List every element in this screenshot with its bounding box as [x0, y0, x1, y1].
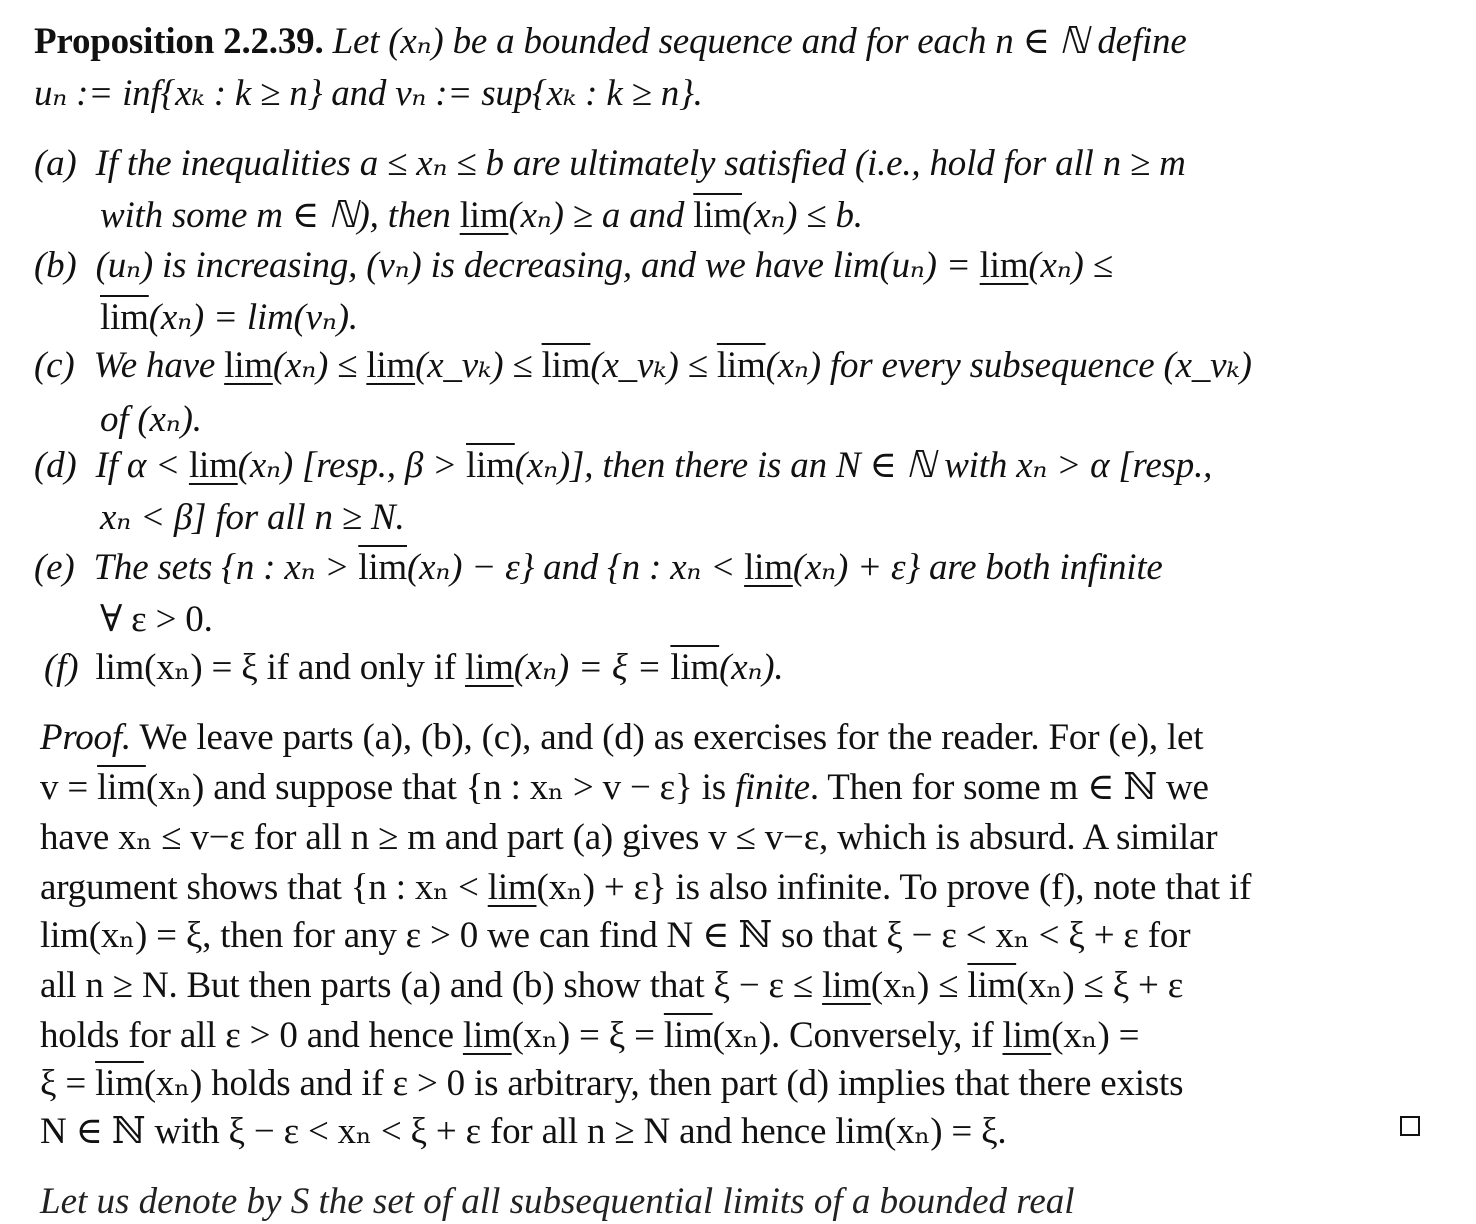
item-f-line-1: [44, 646, 783, 690]
proof-text-7d: (xₙ) =: [1051, 1015, 1140, 1056]
cutoff-text: Let us denote by S the set of all subsequential limits of a bounded real: [40, 1181, 1075, 1222]
proof-text-1: We leave parts (a), (b), (c), and (d) as exercises for the reader. For (e), let: [130, 717, 1204, 758]
liminf-proof-7b: lim: [1002, 1015, 1052, 1056]
proof-text-8a: ξ =: [40, 1063, 96, 1104]
limsup-c-2: $\overline{lim}$: [716, 345, 766, 386]
item-c-text-1c: (x_νₖ) ≤: [415, 345, 542, 386]
item-e-line-1: [34, 546, 1163, 590]
proof-text-4b: (xₙ) + ε} is also infinite. To prove (f), note that if: [536, 867, 1252, 908]
proof-line-8: [40, 1062, 1183, 1106]
qed-square-icon: [1400, 1116, 1420, 1136]
liminf-f: lim: [465, 647, 514, 688]
limsup-a: $\overline{lim}$: [693, 195, 742, 236]
proposition-line-1: [34, 20, 1187, 64]
item-a-line-2: [100, 194, 863, 238]
proof-text-6b: (xₙ) ≤: [870, 965, 968, 1006]
item-a-line-1: [34, 142, 1186, 186]
proof-text-7a: holds for all ε > 0 and hence: [40, 1015, 463, 1056]
item-b-line-1: [34, 244, 1113, 288]
item-c-text-1d: (x_νₖ) ≤: [590, 345, 717, 386]
proof-text-2c: . Then for some m ∈ ℕ we: [809, 767, 1209, 808]
liminf-c-1: lim: [224, 345, 273, 386]
limsup-proof-6: $\overline{lim}$: [967, 965, 1017, 1006]
proof-text-5: lim(xₙ) = ξ, then for any ε > 0 we can find N ∈ ℕ so that ξ − ε < xₙ < ξ + ε for: [40, 915, 1191, 956]
item-d-text-1a: If α <: [95, 445, 189, 486]
item-f-label: (f): [44, 647, 79, 688]
liminf-c-2: lim: [366, 345, 416, 386]
item-e-text-1c: (xₙ) + ε} are both infinite: [792, 547, 1163, 588]
item-d-line-1: [34, 444, 1212, 488]
limsup-d: $\overline{lim}$: [466, 445, 515, 486]
proof-line-2: [40, 766, 1209, 810]
item-a-text-2c: (xₙ) ≤ b.: [741, 195, 863, 236]
limsup-b: $\overline{lim}$: [100, 297, 149, 338]
limsup-proof-8: $\overline{lim}$: [95, 1063, 144, 1104]
item-d-label: (d): [34, 445, 77, 486]
item-b-text-1a: (uₙ) is increasing, (vₙ) is decreasing, and we have lim(uₙ) =: [95, 245, 980, 286]
item-e-text-2: ∀ ε > 0.: [100, 599, 213, 640]
proof-text-6c: (xₙ) ≤ ξ + ε: [1016, 965, 1184, 1006]
item-f-text-1c: (xₙ).: [719, 647, 784, 688]
proof-text-2b: (xₙ) and suppose that {n : xₙ > v − ε} is: [145, 767, 735, 808]
proof-finite-word: finite: [734, 767, 810, 808]
item-d-line-2: [100, 496, 405, 540]
proof-text-2a: v =: [40, 767, 98, 808]
item-a-text-2b: (xₙ) ≥ a and: [508, 195, 694, 236]
item-c-label: (c): [34, 345, 75, 386]
proof-text-7b: (xₙ) = ξ =: [511, 1015, 664, 1056]
limsup-c-1: $\overline{lim}$: [541, 345, 591, 386]
item-c-line-1: [34, 344, 1252, 388]
proposition-label: Proposition 2.2.39.: [34, 21, 324, 62]
item-d-text-1b: (xₙ) [resp., β >: [237, 445, 467, 486]
proof-line-1: [40, 716, 1203, 760]
proof-text-4a: argument shows that {n : xₙ <: [40, 867, 488, 908]
item-a-label: (a): [34, 143, 77, 184]
proof-text-7c: (xₙ). Conversely, if: [712, 1015, 1003, 1056]
liminf-b: lim: [979, 245, 1029, 286]
proof-text-6a: all n ≥ N. But then parts (a) and (b) show that ξ − ε ≤: [40, 965, 823, 1006]
proof-label: Proof.: [40, 717, 131, 758]
item-f-text-1a: lim(xₙ) = ξ if and only if: [95, 647, 465, 688]
item-e-line-2: [100, 598, 213, 642]
item-e-text-1b: (xₙ) − ε} and {n : xₙ <: [406, 547, 745, 588]
item-f-text-1b: (xₙ) = ξ =: [513, 647, 671, 688]
item-c-text-1a: We have: [93, 345, 225, 386]
proof-text-8b: (xₙ) holds and if ε > 0 is arbitrary, then part (d) implies that there exists: [143, 1063, 1184, 1104]
liminf-proof-7a: lim: [462, 1015, 512, 1056]
item-c-text-2: of (xₙ).: [100, 399, 202, 440]
item-d-text-2: xₙ < β] for all n ≥ N.: [100, 497, 405, 538]
proposition-intro-1: Let (xₙ) be a bounded sequence and for each n ∈ ℕ define: [332, 21, 1187, 62]
liminf-proof-6: lim: [822, 965, 871, 1006]
proof-line-4: [40, 866, 1251, 910]
limsup-e: $\overline{lim}$: [358, 547, 407, 588]
proof-text-3: have xₙ ≤ v−ε for all n ≥ m and part (a) gives v ≤ v−ε, which is absurd. A similar: [40, 817, 1218, 858]
proof-line-5: [40, 914, 1190, 958]
proof-line-6: [40, 964, 1183, 1008]
liminf-proof-4: lim: [487, 867, 537, 908]
liminf-e: lim: [744, 547, 793, 588]
item-b-line-2: [100, 296, 358, 340]
item-b-text-2: (xₙ) = lim(vₙ).: [148, 297, 358, 338]
item-e-text-1a: The sets {n : xₙ >: [93, 547, 359, 588]
item-c-text-1b: (xₙ) ≤: [272, 345, 367, 386]
proof-text-9: N ∈ ℕ with ξ − ε < xₙ < ξ + ε for all n ≥ N and hence lim(xₙ) = ξ.: [40, 1111, 1007, 1152]
proposition-intro-2: uₙ := inf{xₖ : k ≥ n} and vₙ := sup{xₖ : k ≥ n}.: [34, 73, 703, 114]
item-b-label: (b): [34, 245, 77, 286]
proposition-line-2: [34, 72, 703, 116]
item-e-label: (e): [34, 547, 75, 588]
limsup-proof-7: $\overline{lim}$: [663, 1015, 713, 1056]
item-b-text-1b: (xₙ) ≤: [1028, 245, 1113, 286]
proof-line-7: [40, 1014, 1139, 1058]
item-c-line-2: [100, 398, 202, 442]
proof-line-9: [40, 1110, 1007, 1154]
item-a-text-2a: with some m ∈ ℕ), then: [100, 195, 460, 236]
proof-line-3: [40, 816, 1217, 860]
cutoff-next-line: [40, 1180, 1075, 1222]
item-a-text-1: If the inequalities a ≤ xₙ ≤ b are ultimately satisfied (i.e., hold for all n ≥ m: [95, 143, 1186, 184]
limsup-proof-2: $\overline{lim}$: [97, 767, 146, 808]
item-d-text-1c: (xₙ)], then there is an N ∈ ℕ with xₙ > α [resp.,: [514, 445, 1213, 486]
liminf-d: lim: [188, 445, 238, 486]
limsup-f: $\overline{lim}$: [670, 647, 720, 688]
item-c-text-1e: (xₙ) for every subsequence (x_νₖ): [765, 345, 1252, 386]
liminf-a: lim: [459, 195, 509, 236]
